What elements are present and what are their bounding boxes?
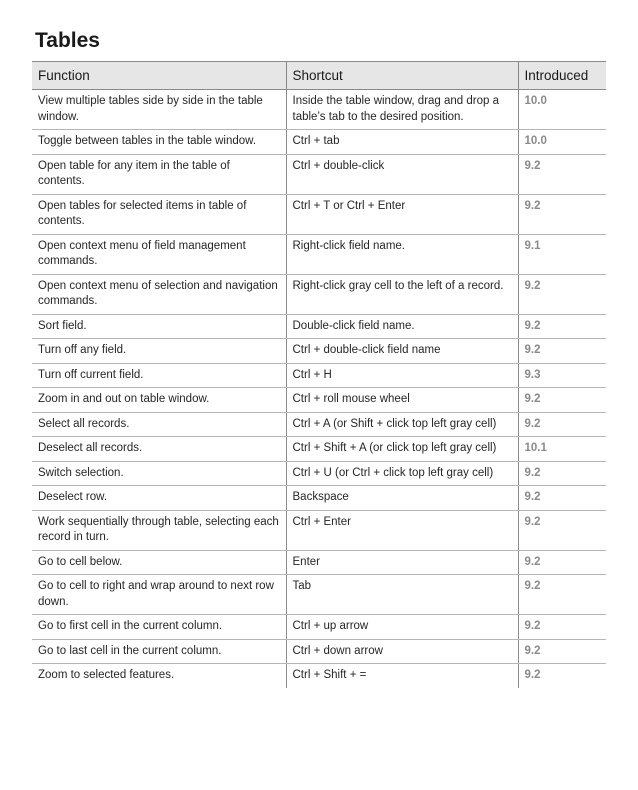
- introduced-cell: 9.2: [518, 412, 606, 437]
- table-row: [32, 314, 606, 339]
- table-row: [32, 575, 606, 615]
- table-row: [32, 90, 606, 130]
- table-row: [32, 234, 606, 274]
- shortcut-cell: Ctrl + U (or Ctrl + click top left gray cell): [286, 461, 518, 486]
- introduced-cell: 9.2: [518, 486, 606, 511]
- function-cell: Sort field.: [32, 314, 286, 339]
- function-cell: Toggle between tables in the table window.: [32, 130, 286, 155]
- table-header-row: [32, 62, 606, 90]
- introduced-cell: 10.0: [518, 130, 606, 155]
- shortcut-cell: Ctrl + Shift + =: [286, 664, 518, 688]
- function-cell: Zoom to selected features.: [38, 669, 175, 681]
- function-cell: View multiple tables side by side in the table window.: [32, 90, 286, 130]
- table-row: [32, 639, 606, 664]
- table-row: [32, 339, 606, 364]
- table-row: [32, 664, 606, 688]
- introduced-cell: 9.2: [518, 615, 606, 640]
- function-cell: Deselect row.: [32, 486, 286, 511]
- header-shortcut: Shortcut: [286, 62, 518, 90]
- header-introduced: Introduced: [518, 62, 606, 90]
- function-cell: Select all records.: [32, 412, 286, 437]
- shortcut-cell: Inside the table window, drag and drop a table’s tab to the desired position.: [286, 90, 518, 130]
- table-row: [32, 510, 606, 550]
- table-row: [32, 130, 606, 155]
- introduced-cell: 9.2: [518, 388, 606, 413]
- shortcut-cell: Right-click gray cell to the left of a record.: [286, 274, 518, 314]
- shortcut-cell: Right-click field name.: [286, 234, 518, 274]
- document-page: [32, 28, 606, 688]
- function-cell: Turn off any field.: [32, 339, 286, 364]
- function-cell: Go to first cell in the current column.: [32, 615, 286, 640]
- table-row: [32, 550, 606, 575]
- introduced-cell: 9.2: [518, 510, 606, 550]
- function-cell: Turn off current field.: [32, 363, 286, 388]
- shortcut-cell: Ctrl + tab: [286, 130, 518, 155]
- function-cell: Open table for any item in the table of contents.: [32, 154, 286, 194]
- introduced-cell: 10.0: [518, 90, 606, 130]
- shortcut-cell: Tab: [286, 575, 518, 615]
- introduced-cell: 9.2: [518, 575, 606, 615]
- shortcut-cell: Ctrl + roll mouse wheel: [286, 388, 518, 413]
- shortcut-cell: Backspace: [286, 486, 518, 511]
- table-row: [32, 274, 606, 314]
- table-row: [32, 388, 606, 413]
- function-cell: Switch selection.: [32, 461, 286, 486]
- shortcut-cell: Ctrl + A (or Shift + click top left gray cell): [286, 412, 518, 437]
- introduced-cell: 9.2: [518, 314, 606, 339]
- introduced-cell: 9.2: [518, 194, 606, 234]
- function-cell: Go to cell below.: [32, 550, 286, 575]
- table-row: [32, 486, 606, 511]
- function-cell: Zoom in and out on table window.: [32, 388, 286, 413]
- table-row: [32, 154, 606, 194]
- introduced-cell: 9.2: [518, 639, 606, 664]
- table-row: [32, 194, 606, 234]
- introduced-cell: 9.2: [518, 461, 606, 486]
- shortcut-cell: Ctrl + Enter: [286, 510, 518, 550]
- introduced-cell: 9.2: [518, 664, 606, 688]
- table-row: [32, 412, 606, 437]
- shortcuts-table: [32, 61, 606, 688]
- header-function: Function: [32, 62, 286, 90]
- function-cell: Go to cell to right and wrap around to next row down.: [32, 575, 286, 615]
- introduced-cell: 9.2: [518, 274, 606, 314]
- shortcut-cell: Double-click field name.: [286, 314, 518, 339]
- introduced-cell: 9.1: [518, 234, 606, 274]
- function-cell: Open tables for selected items in table of contents.: [32, 194, 286, 234]
- introduced-cell: 9.2: [518, 550, 606, 575]
- table-row: [32, 461, 606, 486]
- function-cell: Open context menu of field management commands.: [32, 234, 286, 274]
- table-row: [32, 437, 606, 462]
- shortcut-cell: Ctrl + double-click: [286, 154, 518, 194]
- introduced-cell: 9.2: [518, 339, 606, 364]
- shortcut-cell: Ctrl + H: [286, 363, 518, 388]
- shortcut-cell: Ctrl + up arrow: [286, 615, 518, 640]
- shortcut-cell: Ctrl + double-click field name: [286, 339, 518, 364]
- function-cell: Go to last cell in the current column.: [32, 639, 286, 664]
- shortcut-cell: Ctrl + T or Ctrl + Enter: [286, 194, 518, 234]
- page-title: Tables: [35, 29, 100, 52]
- table-row: [32, 363, 606, 388]
- shortcut-cell: Ctrl + Shift + A (or click top left gray cell): [286, 437, 518, 462]
- introduced-cell: 9.2: [518, 154, 606, 194]
- function-cell: Work sequentially through table, selecting each record in turn.: [32, 510, 286, 550]
- introduced-cell: 10.1: [518, 437, 606, 462]
- function-cell: Deselect all records.: [32, 437, 286, 462]
- shortcut-cell: Enter: [286, 550, 518, 575]
- table-row: [32, 615, 606, 640]
- function-cell: Open context menu of selection and navigation commands.: [32, 274, 286, 314]
- shortcut-cell: Ctrl + down arrow: [286, 639, 518, 664]
- introduced-cell: 9.3: [518, 363, 606, 388]
